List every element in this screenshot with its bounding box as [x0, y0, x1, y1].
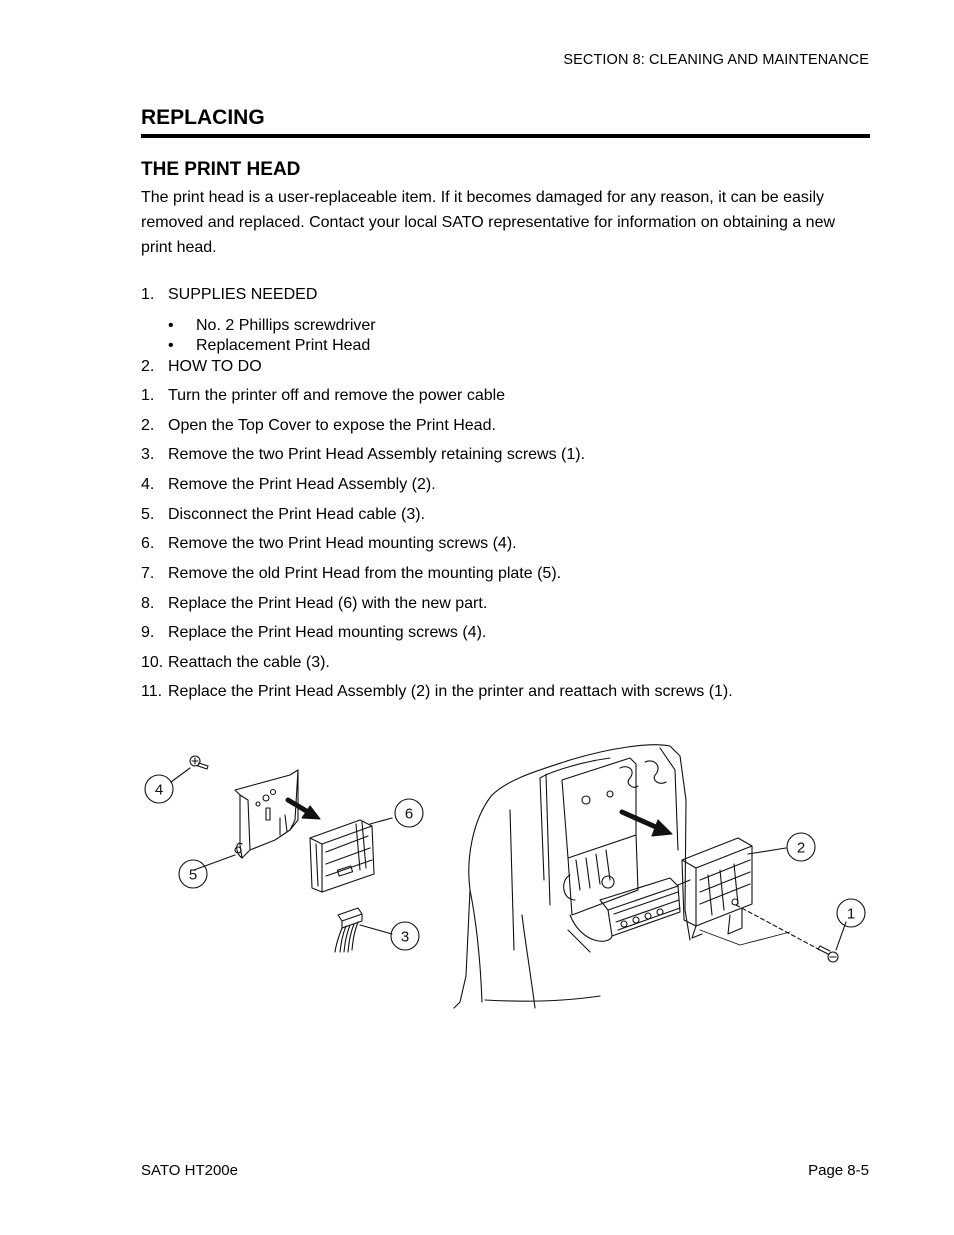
- step-number: 7.: [141, 565, 155, 582]
- bullet-dot: •: [168, 337, 174, 354]
- step-text: Replace the Print Head (6) with the new part.: [168, 595, 488, 612]
- step-text: Replace the Print Head mounting screws (4).: [168, 624, 487, 641]
- removal-arrow-icon: [622, 812, 672, 836]
- callout-2: [787, 833, 815, 861]
- step-item: [141, 624, 486, 642]
- bullet-dot: •: [168, 317, 174, 334]
- step-item: [141, 565, 561, 583]
- step-number: 4.: [141, 476, 155, 493]
- step-text: Turn the printer off and remove the power cable: [168, 387, 506, 404]
- retaining-screw-icon: [818, 946, 838, 962]
- svg-text:6: 6: [404, 805, 414, 823]
- intro-paragraph: The print head is a user-replaceable item. If it becomes damaged for any reason, it can be easily removed and replaced. Contact your local SATO representative for information on obtaining a new print head.: [141, 189, 836, 256]
- alignment-line: [736, 905, 820, 950]
- list-label: HOW TO DO: [168, 358, 262, 375]
- svg-text:4: 4: [154, 781, 164, 799]
- step-text: Remove the Print Head Assembly (2).: [168, 476, 436, 493]
- step-number: 10.: [141, 654, 164, 671]
- step-number: 1.: [141, 387, 155, 404]
- leader-line: [171, 768, 190, 782]
- step-item: [141, 535, 517, 553]
- step-text: Disconnect the Print Head cable (3).: [168, 506, 426, 523]
- callout-5: [179, 860, 207, 888]
- supply-item: [168, 317, 376, 335]
- footer-product: SATO HT200e: [141, 1162, 238, 1179]
- svg-text:5: 5: [188, 866, 198, 884]
- step-item: [141, 446, 585, 464]
- step-text: Remove the old Print Head from the mounting plate (5).: [168, 565, 562, 582]
- print-head-icon: [310, 820, 374, 892]
- mounting-screw-icon: [190, 756, 208, 769]
- step-number: 8.: [141, 595, 155, 612]
- step-item: [141, 683, 733, 701]
- step-text: Replace the Print Head Assembly (2) in the printer and reattach with screws (1).: [168, 683, 733, 700]
- callout-6: [395, 799, 423, 827]
- howto-heading: [141, 358, 262, 376]
- step-text: Remove the two Print Head Assembly retaining screws (1).: [168, 446, 586, 463]
- callout-3: [391, 922, 419, 950]
- print-head-illustration: [130, 740, 870, 1020]
- svg-text:2: 2: [796, 839, 806, 857]
- platen-roller-icon: [568, 878, 680, 952]
- step-text: Reattach the cable (3).: [168, 654, 330, 671]
- list-number: 1.: [141, 286, 155, 303]
- print-head-assembly-icon: [678, 838, 752, 938]
- step-number: 2.: [141, 417, 155, 434]
- supply-item: [168, 337, 370, 355]
- step-number: 3.: [141, 446, 155, 463]
- cable-connector-icon: [335, 908, 362, 952]
- leader-line: [748, 848, 786, 854]
- installed-view-right: [454, 745, 846, 1008]
- section-rule: [141, 134, 870, 138]
- running-head: SECTION 8: CLEANING AND MAINTENANCE: [563, 52, 869, 68]
- svg-text:3: 3: [400, 928, 410, 946]
- alignment-line: [700, 930, 790, 945]
- callout-1: [837, 899, 865, 927]
- list-number: 2.: [141, 358, 155, 375]
- mounting-plate-icon: [235, 770, 298, 858]
- step-item: [141, 506, 425, 524]
- head-mount-icon: [562, 758, 666, 915]
- leader-line: [360, 925, 392, 934]
- step-number: 5.: [141, 506, 155, 523]
- step-text: Open the Top Cover to expose the Print Head.: [168, 417, 496, 434]
- exploded-view-left: [171, 756, 392, 952]
- leader-line: [836, 922, 846, 950]
- step-item: [141, 654, 330, 672]
- step-item: [141, 387, 505, 405]
- callout-4: [145, 775, 173, 803]
- step-item: [141, 476, 436, 494]
- step-item: [141, 595, 487, 613]
- step-number: 11.: [141, 683, 163, 700]
- supplies-heading: [141, 286, 317, 304]
- leader-line: [370, 818, 392, 824]
- supply-item-text: Replacement Print Head: [196, 337, 371, 354]
- list-label: SUPPLIES NEEDED: [168, 286, 318, 303]
- step-number: 6.: [141, 535, 155, 552]
- step-text: Remove the two Print Head mounting screws (4).: [168, 535, 517, 552]
- svg-text:1: 1: [846, 905, 856, 923]
- printer-body-icon: [454, 745, 690, 1008]
- step-item: [141, 417, 496, 435]
- section-title: REPLACING: [141, 106, 265, 129]
- footer-page-number: Page 8-5: [808, 1162, 869, 1179]
- step-number: 9.: [141, 624, 155, 641]
- supply-item-text: No. 2 Phillips screwdriver: [196, 317, 376, 334]
- insert-arrow-icon: [288, 800, 320, 819]
- subsection-title: THE PRINT HEAD: [141, 159, 301, 180]
